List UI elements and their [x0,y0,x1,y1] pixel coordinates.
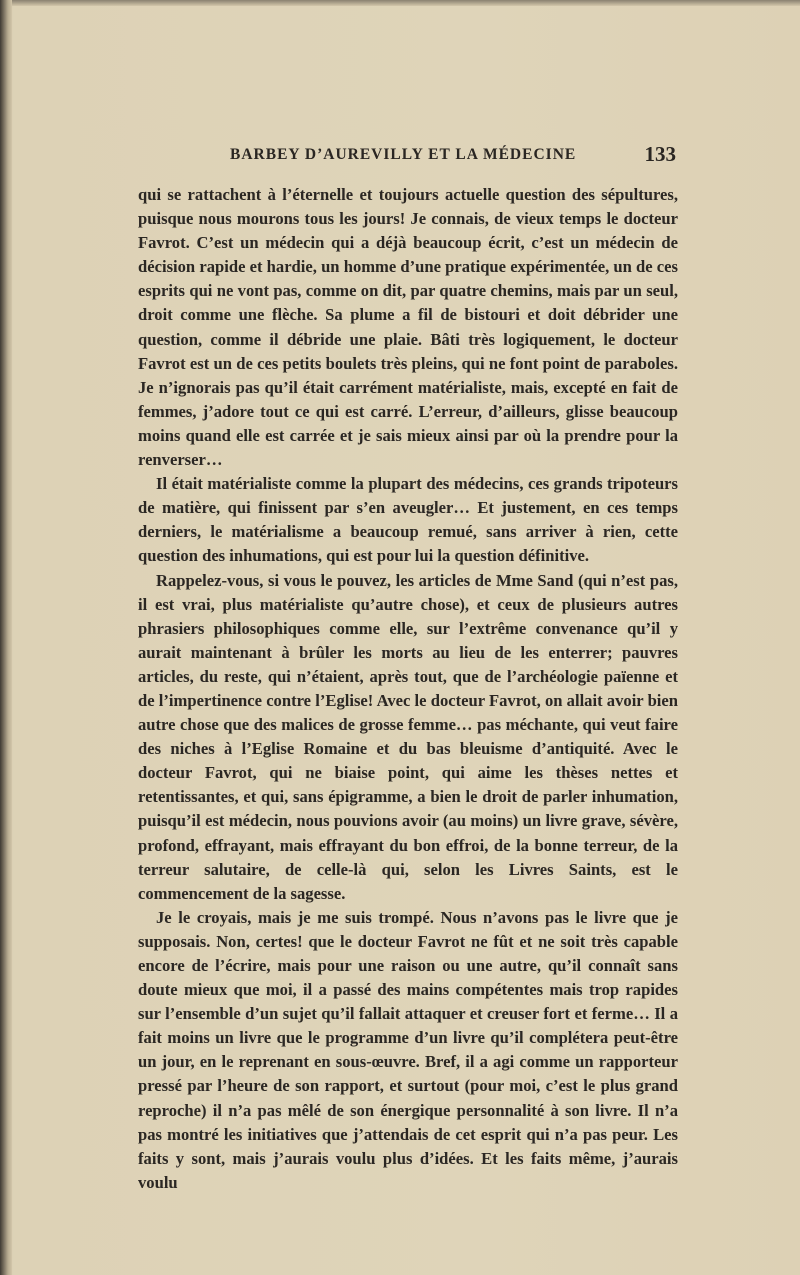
paragraph-3: Rappelez-vous, si vous le pouvez, les articles de Mme Sand (qui n’est pas, il est vrai, plus matérialiste qu’autre chose), et ceux de plusieurs autres phrasiers philosophiques comme elle, sur l’extrême convenance qu’il y aurait maintenant à brûler les morts au lieu de les enterrer; pauvres articles, du reste, qui n’étaient, après tout, que de l’archéologie païenne et de l’impertinence contre l’Eglise! Avec le docteur Favrot, on allait avoir bien autre chose que des malices de grosse femme… pas méchante, qui veut faire des niches à l’Eglise Romaine et du bas bleuisme d’antiquité. Avec le docteur Favrot, qui ne biaise point, qui aime les thèses nettes et retentissantes, et qui, sans épigramme, a bien le droit de parler inhumation, puisqu’il est médecin, nous pouvions avoir (au moins) un livre grave, sévère, profond, effrayant, mais effrayant du bon effroi, de la bonne terreur, de la terreur salutaire, de celle-là qui, selon les Livres Saints, est le commencement de la sagesse. [138,570,678,903]
page-number: 133 [644,142,676,166]
body-text [138,183,678,1195]
paragraph-2: Il était matérialiste comme la plupart des médecins, ces grands tripoteurs de matière, qui finissent par s’en aveugler… Et justement, en ces temps derniers, le matérialisme a beaucoup remué, sans arriver à rien, cette question des inhumations, qui est pour lui la question définitive. [138,474,678,566]
paragraph-1: qui se rattachent à l’éternelle et toujours actuelle question des sépultures, puisque nous mourons tous les jours! Je connais, de vieux temps le docteur Favrot. C’est un médecin qui a déjà beaucoup écrit, c’est un médecin de décision rapide et hardie, un homme d’une pratique expérimentée, un de ces esprits qui ne vont pas, comme on dit, par quatre chemins, mais par un seul, droit comme une flèche. Sa plume a fil de bistouri et doit débrider une question, comme il débride une plaie. Bâti très logiquement, le docteur Favrot est un de ces petits boulets très pleins, qui ne font point de paraboles. Je n’ignorais pas qu’il était carrément matérialiste, mais, excepté en fait de femmes, j’adore tout ce qui est carré. L’erreur, d’ailleurs, glisse beaucoup moins quand elle est carrée et je sais mieux ainsi par où la prendre pour la renverser… [138,185,678,470]
page-top-edge [0,0,800,6]
paragraph-4: Je le croyais, mais je me suis trompé. Nous n’avons pas le livre que je supposais. Non, certes! que le docteur Favrot ne fût et ne soit très capable encore de l’écrire, mais pour une raison ou une autre, qu’il connaît sans doute mieux que moi, il a passé des mains compétentes mais trop rapides sur l’ensemble d’un sujet qu’il fallait attaquer et creuser fort et ferme… Il a fait moins un livre que le programme d’un livre qu’il complétera peut-être un jour, en le reprenant en sous-œuvre. Bref, il a agi comme un rapporteur pressé par l’heure de son rapport, et surtout (pour moi, c’est le plus grand reproche) il n’a pas mêlé de son énergique personnalité à son livre. Il n’a pas montré les initiatives que j’attendais de cet esprit qui n’a pas peur. Les faits y sont, mais j’aurais voulu plus d’idées. Et les faits même, j’aurais voulu [138,907,678,1192]
running-title: BARBEY D’AUREVILLY ET LA MÉDECINE [230,146,577,163]
page-binding-edge [0,0,12,1275]
page-header [138,140,678,170]
